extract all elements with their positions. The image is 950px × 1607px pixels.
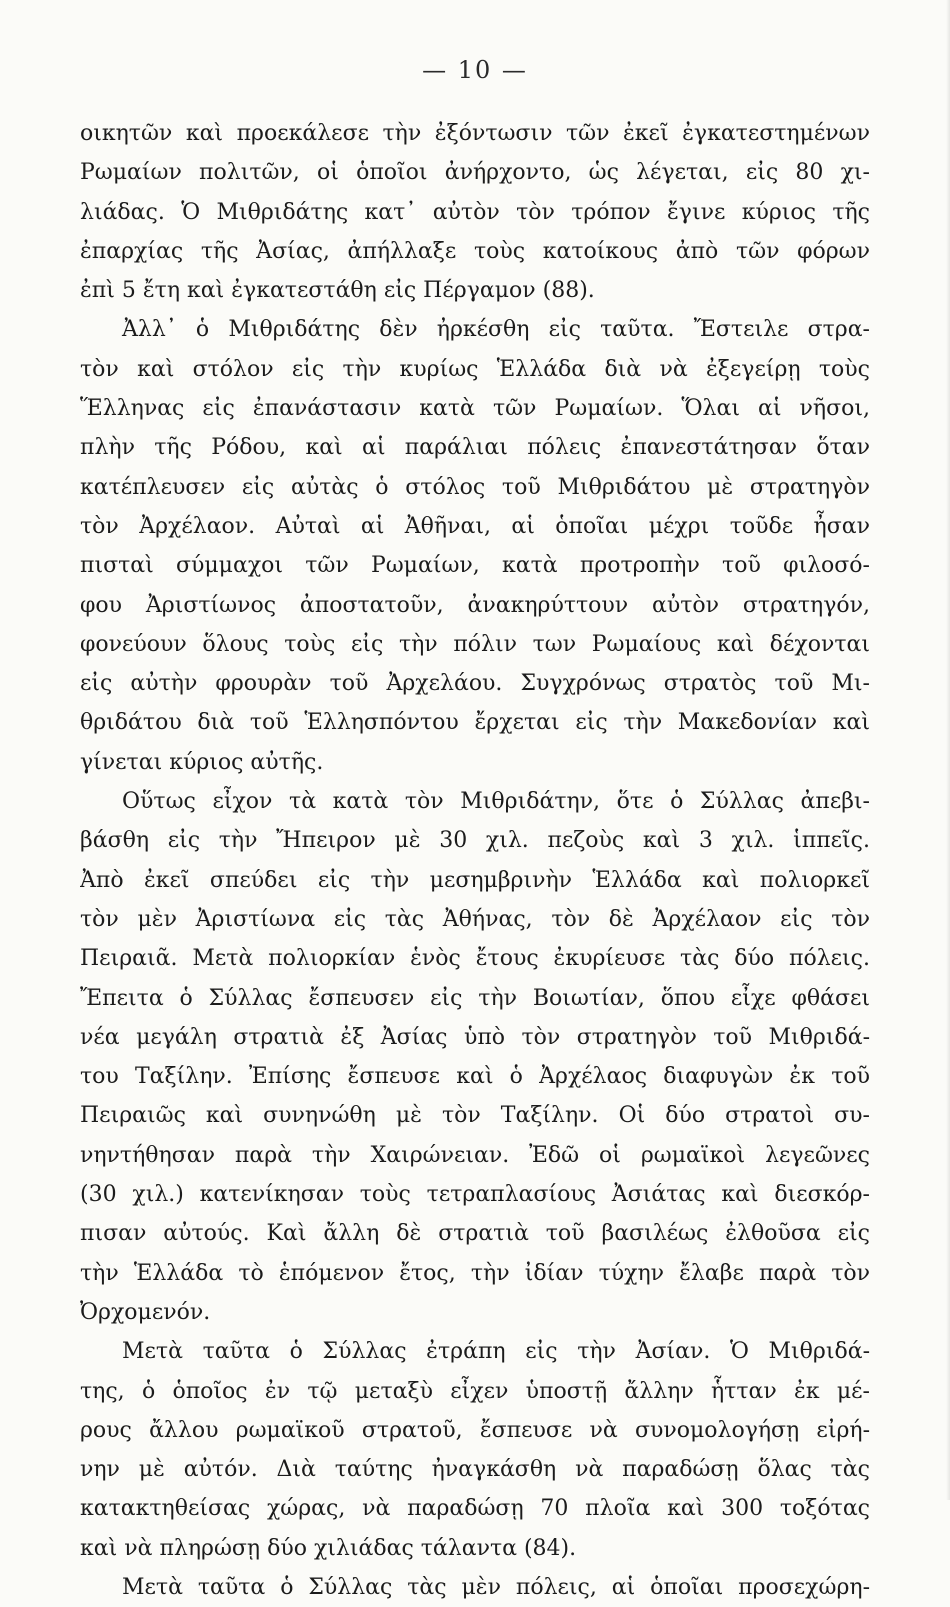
text-line: ἐπαρχίας τῆς Ἀσίας, ἀπήλλαξε τοὺς κατοίκους ἀπὸ τῶν φόρων — [80, 238, 870, 264]
text-line: Ἀλλ᾿ ὁ Μιθριδάτης δὲν ἠρκέσθη εἰς ταῦτα. Ἔστειλε στρα- — [122, 317, 870, 343]
text-line: πλὴν τῆς Ρόδου, καὶ αἱ παράλιαι πόλεις ἐπανεστάτησαν ὅταν — [80, 435, 870, 461]
page-number: — 10 — — [422, 56, 528, 84]
text-line: Πειραιῶς καὶ συνηνώθη μὲ τὸν Ταξίλην. Οἱ δύο στρατοὶ συ- — [80, 1103, 870, 1129]
text-line: θριδάτου διὰ τοῦ Ἑλλησπόντου ἔρχεται εἰς τὴν Μακεδονίαν καὶ — [80, 710, 870, 736]
text-line: Μετὰ ταῦτα ὁ Σύλλας τὰς μὲν πόλεις, αἱ ὁποῖαι προσεχώρη- — [122, 1574, 870, 1600]
text-line: νέα μεγάλη στρατιὰ ἐξ Ἀσίας ὑπὸ τὸν στρατηγὸν τοῦ Μιθριδά- — [80, 1024, 870, 1050]
text-line: Ἔπειτα ὁ Σύλλας ἔσπευσεν εἰς τὴν Βοιωτίαν, ὅπου εἶχε φθάσει — [80, 985, 870, 1011]
text-line: οικητῶν καὶ προεκάλεσε τὴν ἐξόντωσιν τῶν ἐκεῖ ἐγκατεστημένων — [80, 121, 870, 146]
text-line: ἐπὶ 5 ἔτη καὶ ἐγκατεστάθη εἰς Πέργαμον (88). — [80, 278, 595, 304]
text-line: (30 χιλ.) κατενίκησαν τοὺς τετραπλασίους Ἀσιάτας καὶ διεσκόρ- — [80, 1182, 870, 1208]
text-line: κατέπλευσεν εἰς αὐτὰς ὁ στόλος τοῦ Μιθριδάτου μὲ στρατηγὸν — [80, 474, 870, 500]
body-text — [80, 114, 870, 1607]
page-edge-shadow — [946, 0, 950, 1500]
text-line: Ἕλληνας εἰς ἐπανάστασιν κατὰ τῶν Ρωμαίων. Ὅλαι αἱ νῆσοι, — [80, 396, 870, 422]
text-line: Ρωμαίων πολιτῶν, οἱ ὁποῖοι ἀνήρχοντο, ὡς λέγεται, εἰς 80 χι- — [80, 160, 870, 186]
text-line: ρους ἄλλου ρωμαϊκοῦ στρατοῦ, ἔσπευσε νὰ συνομολογήσῃ εἰρή- — [80, 1417, 870, 1443]
text-line: Ἀπὸ ἐκεῖ σπεύδει εἰς τὴν μεσημβρινὴν Ἑλλάδα καὶ πολιορκεῖ — [80, 867, 870, 893]
text-line: καὶ νὰ πληρώσῃ δύο χιλιάδας τάλαντα (84). — [80, 1535, 577, 1561]
text-line: βάσθη εἰς τὴν Ἤπειρον μὲ 30 χιλ. πεζοὺς καὶ 3 χιλ. ἱππεῖς. — [80, 828, 870, 854]
text-line: εἰς αὐτὴν φρουρὰν τοῦ Ἀρχελάου. Συγχρόνως στρατὸς τοῦ Μι- — [80, 671, 870, 697]
text-line: του Ταξίλην. Ἐπίσης ἔσπευσε καὶ ὁ Ἀρχέλαος διαφυγὼν ἐκ τοῦ — [80, 1064, 870, 1090]
text-line: Πειραιᾶ. Μετὰ πολιορκίαν ἑνὸς ἔτους ἐκυρίευσε τὰς δύο πόλεις. — [80, 946, 870, 972]
text-line: φου Ἀριστίωνος ἀποστατοῦν, ἀνακηρύττουν αὐτὸν στρατηγόν, — [80, 592, 870, 618]
text-line: φονεύουν ὅλους τοὺς εἰς τὴν πόλιν των Ρωμαίους καὶ δέχονται — [80, 631, 870, 657]
text-line: γίνεται κύριος αὐτῆς. — [80, 749, 324, 775]
text-line: της, ὁ ὁποῖος ἐν τῷ μεταξὺ εἶχεν ὑποστῇ ἄλλην ἧτταν ἐκ μέ- — [80, 1378, 870, 1404]
text-line: Οὕτως εἶχον τὰ κατὰ τὸν Μιθριδάτην, ὅτε ὁ Σύλλας ἀπεβι- — [122, 789, 870, 815]
text-line: τὸν μὲν Ἀριστίωνα εἰς τὰς Ἀθήνας, τὸν δὲ Ἀρχέλαον εἰς τὸν — [80, 906, 870, 932]
text-line: Μετὰ ταῦτα ὁ Σύλλας ἐτράπη εἰς τὴν Ἀσίαν. Ὁ Μιθριδά- — [122, 1339, 870, 1365]
text-line: κατακτηθείσας χώρας, νὰ παραδώσῃ 70 πλοῖα καὶ 300 τοξότας — [80, 1496, 870, 1522]
text-line: λιάδας. Ὁ Μιθριδάτης κατ᾿ αὐτὸν τὸν τρόπον ἔγινε κύριος τῆς — [80, 199, 870, 225]
text-line: νην μὲ αὐτόν. Διὰ ταύτης ἠναγκάσθη νὰ παραδώσῃ ὅλας τὰς — [80, 1457, 870, 1483]
text-line: τὸν Ἀρχέλαον. Αὐταὶ αἱ Ἀθῆναι, αἱ ὁποῖαι μέχρι τοῦδε ἦσαν — [80, 513, 870, 539]
text-line: Ὀρχομενόν. — [80, 1299, 211, 1325]
text-line: τὸν καὶ στόλον εἰς τὴν κυρίως Ἑλλάδα διὰ νὰ ἐξεγείρῃ τοὺς — [80, 356, 870, 382]
text-line: πισαν αὐτούς. Καὶ ἄλλη δὲ στρατιὰ τοῦ βασιλέως ἐλθοῦσα εἰς — [80, 1221, 870, 1247]
text-line: πισταὶ σύμμαχοι τῶν Ρωμαίων, κατὰ προτροπὴν τοῦ φιλοσό- — [80, 553, 870, 579]
text-line: νηντήθησαν παρὰ τὴν Χαιρώνειαν. Ἐδῶ οἱ ρωμαϊκοὶ λεγεῶνες — [80, 1142, 870, 1168]
text-line: τὴν Ἑλλάδα τὸ ἑπόμενον ἔτος, τὴν ἰδίαν τύχην ἔλαβε παρὰ τὸν — [80, 1260, 870, 1286]
